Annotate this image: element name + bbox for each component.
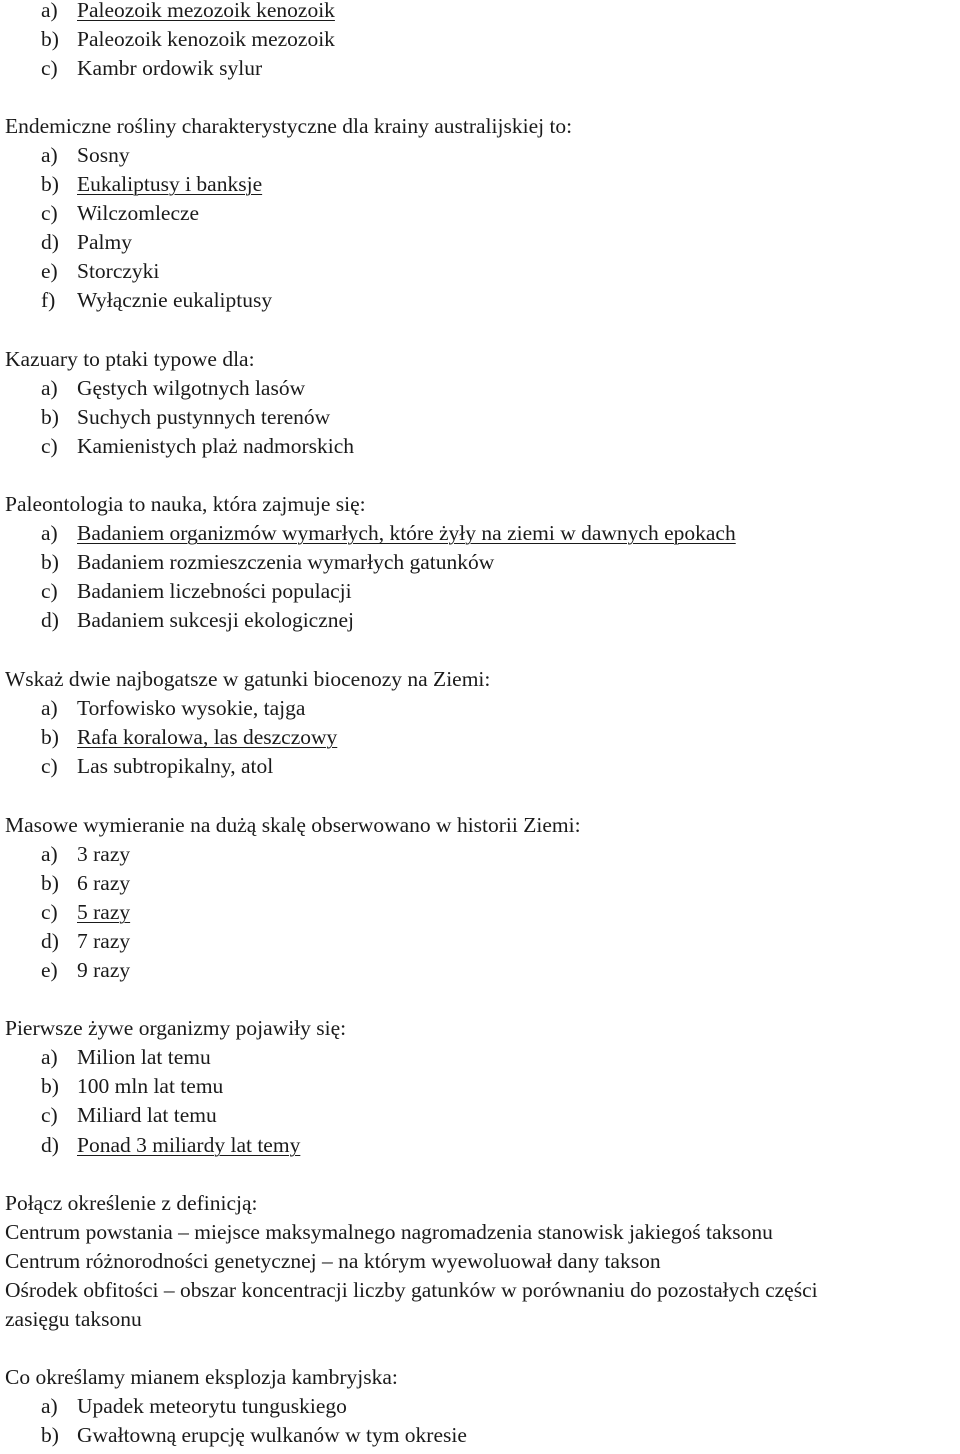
- question-text: Masowe wymieranie na dużą skalę obserwowano w historii Ziemi:: [5, 813, 581, 837]
- option-text: Miliard lat temu: [77, 1103, 217, 1127]
- option-text: Palmy: [77, 230, 132, 254]
- option-line: [5, 752, 273, 781]
- option-letter: c): [41, 56, 58, 80]
- question-text: Pierwsze żywe organizmy pojawiły się:: [5, 1016, 347, 1040]
- option-text: Storczyki: [77, 259, 160, 283]
- option-text-correct: Eukaliptusy i banksje: [77, 172, 263, 196]
- option-text: Sosny: [77, 143, 130, 167]
- option-text-correct: Rafa koralowa, las deszczowy: [77, 725, 338, 749]
- option-line: [5, 25, 335, 54]
- option-letter: c): [41, 201, 58, 225]
- option-text: Upadek meteorytu tunguskiego: [77, 1394, 347, 1418]
- option-letter: b): [41, 172, 59, 196]
- option-letter: f): [41, 288, 56, 312]
- option-line: [5, 723, 337, 752]
- option-line: [5, 898, 130, 927]
- option-line: [5, 606, 354, 635]
- option-line: [5, 199, 199, 228]
- option-letter: b): [41, 1423, 59, 1447]
- option-letter: c): [41, 434, 58, 458]
- option-line: [5, 257, 159, 286]
- option-letter: b): [41, 871, 59, 895]
- question-text: Co określamy mianem eksplozja kambryjska:: [5, 1365, 398, 1389]
- definition-line: Centrum powstania – miejsce maksymalnego nagromadzenia stanowisk jakiegoś taksonu: [5, 1220, 773, 1244]
- option-text: 100 mln lat temu: [77, 1074, 224, 1098]
- option-letter: a): [41, 143, 58, 167]
- option-text: Paleozoik kenozoik mezozoik: [77, 27, 335, 51]
- option-text: 7 razy: [77, 929, 131, 953]
- option-line: [5, 548, 494, 577]
- option-line: [5, 869, 130, 898]
- option-line: [5, 1072, 223, 1101]
- option-line: [5, 840, 130, 869]
- definition-line: zasięgu taksonu: [5, 1307, 142, 1331]
- question-text: Paleontologia to nauka, która zajmuje się:: [5, 492, 366, 516]
- option-text: Badaniem rozmieszczenia wymarłych gatunków: [77, 550, 495, 574]
- option-line: [5, 1043, 211, 1072]
- option-text: Las subtropikalny, atol: [77, 754, 274, 778]
- option-text: Badaniem liczebności populacji: [77, 579, 352, 603]
- option-text-correct: Paleozoik mezozoik kenozoik: [77, 0, 335, 22]
- option-letter: a): [41, 1394, 58, 1418]
- option-line: [5, 286, 272, 315]
- question-text: Endemiczne rośliny charakterystyczne dla krainy australijskiej to:: [5, 114, 573, 138]
- option-line: [5, 170, 262, 199]
- option-letter: e): [41, 259, 58, 283]
- option-text: Suchych pustynnych terenów: [77, 405, 331, 429]
- option-line: [5, 403, 330, 432]
- option-text-correct: Ponad 3 miliardy lat temy: [77, 1133, 301, 1157]
- option-letter: b): [41, 725, 59, 749]
- option-letter: a): [41, 521, 58, 545]
- option-line: [5, 1101, 217, 1130]
- option-letter: a): [41, 376, 58, 400]
- option-line: [5, 1131, 300, 1160]
- option-letter: c): [41, 754, 58, 778]
- option-line: [5, 927, 130, 956]
- definition-line: Ośrodek obfitości – obszar koncentracji liczby gatunków w porównaniu do pozostałych części: [5, 1278, 818, 1302]
- option-line: [5, 694, 305, 723]
- definition-line: Centrum różnorodności genetycznej – na którym wyewoluował dany takson: [5, 1249, 661, 1273]
- option-letter: c): [41, 1103, 58, 1127]
- option-letter: d): [41, 929, 59, 953]
- option-text: Kambr ordowik sylur: [77, 56, 263, 80]
- option-text: Badaniem sukcesji ekologicznej: [77, 608, 355, 632]
- option-line: [5, 54, 262, 83]
- option-letter: b): [41, 27, 59, 51]
- option-text: Wyłącznie eukaliptusy: [77, 288, 273, 312]
- option-line: [5, 0, 335, 25]
- option-text-correct: 5 razy: [77, 900, 131, 924]
- option-line: [5, 1392, 347, 1421]
- option-letter: d): [41, 1133, 59, 1157]
- option-letter: a): [41, 1045, 58, 1069]
- option-letter: c): [41, 900, 58, 924]
- option-letter: e): [41, 958, 58, 982]
- option-text: Kamienistych plaż nadmorskich: [77, 434, 355, 458]
- option-letter: a): [41, 0, 58, 22]
- option-text: Gwałtowną erupcję wulkanów w tym okresie: [77, 1423, 467, 1447]
- option-line: [5, 519, 736, 548]
- option-line: [5, 374, 305, 403]
- option-line: [5, 956, 130, 985]
- option-text-correct: Badaniem organizmów wymarłych, które żyły na ziemi w dawnych epokach: [77, 521, 736, 545]
- option-text: Milion lat temu: [77, 1045, 211, 1069]
- option-line: [5, 432, 354, 461]
- option-text: 3 razy: [77, 842, 131, 866]
- option-text: Gęstych wilgotnych lasów: [77, 376, 306, 400]
- option-letter: b): [41, 1074, 59, 1098]
- option-text: 9 razy: [77, 958, 131, 982]
- option-letter: c): [41, 579, 58, 603]
- question-text: Wskaż dwie najbogatsze w gatunki biocenozy na Ziemi:: [5, 667, 491, 691]
- option-letter: a): [41, 842, 58, 866]
- option-letter: a): [41, 696, 58, 720]
- option-text: 6 razy: [77, 871, 131, 895]
- option-text: Torfowisko wysokie, tajga: [77, 696, 306, 720]
- question-text: Kazuary to ptaki typowe dla:: [5, 347, 255, 371]
- option-line: [5, 141, 130, 170]
- option-letter: d): [41, 230, 59, 254]
- option-letter: b): [41, 550, 59, 574]
- option-letter: b): [41, 405, 59, 429]
- option-line: [5, 228, 132, 257]
- option-letter: d): [41, 608, 59, 632]
- option-line: [5, 1421, 467, 1450]
- question-text: Połącz określenie z definicją:: [5, 1191, 258, 1215]
- option-text: Wilczomlecze: [77, 201, 200, 225]
- option-line: [5, 577, 352, 606]
